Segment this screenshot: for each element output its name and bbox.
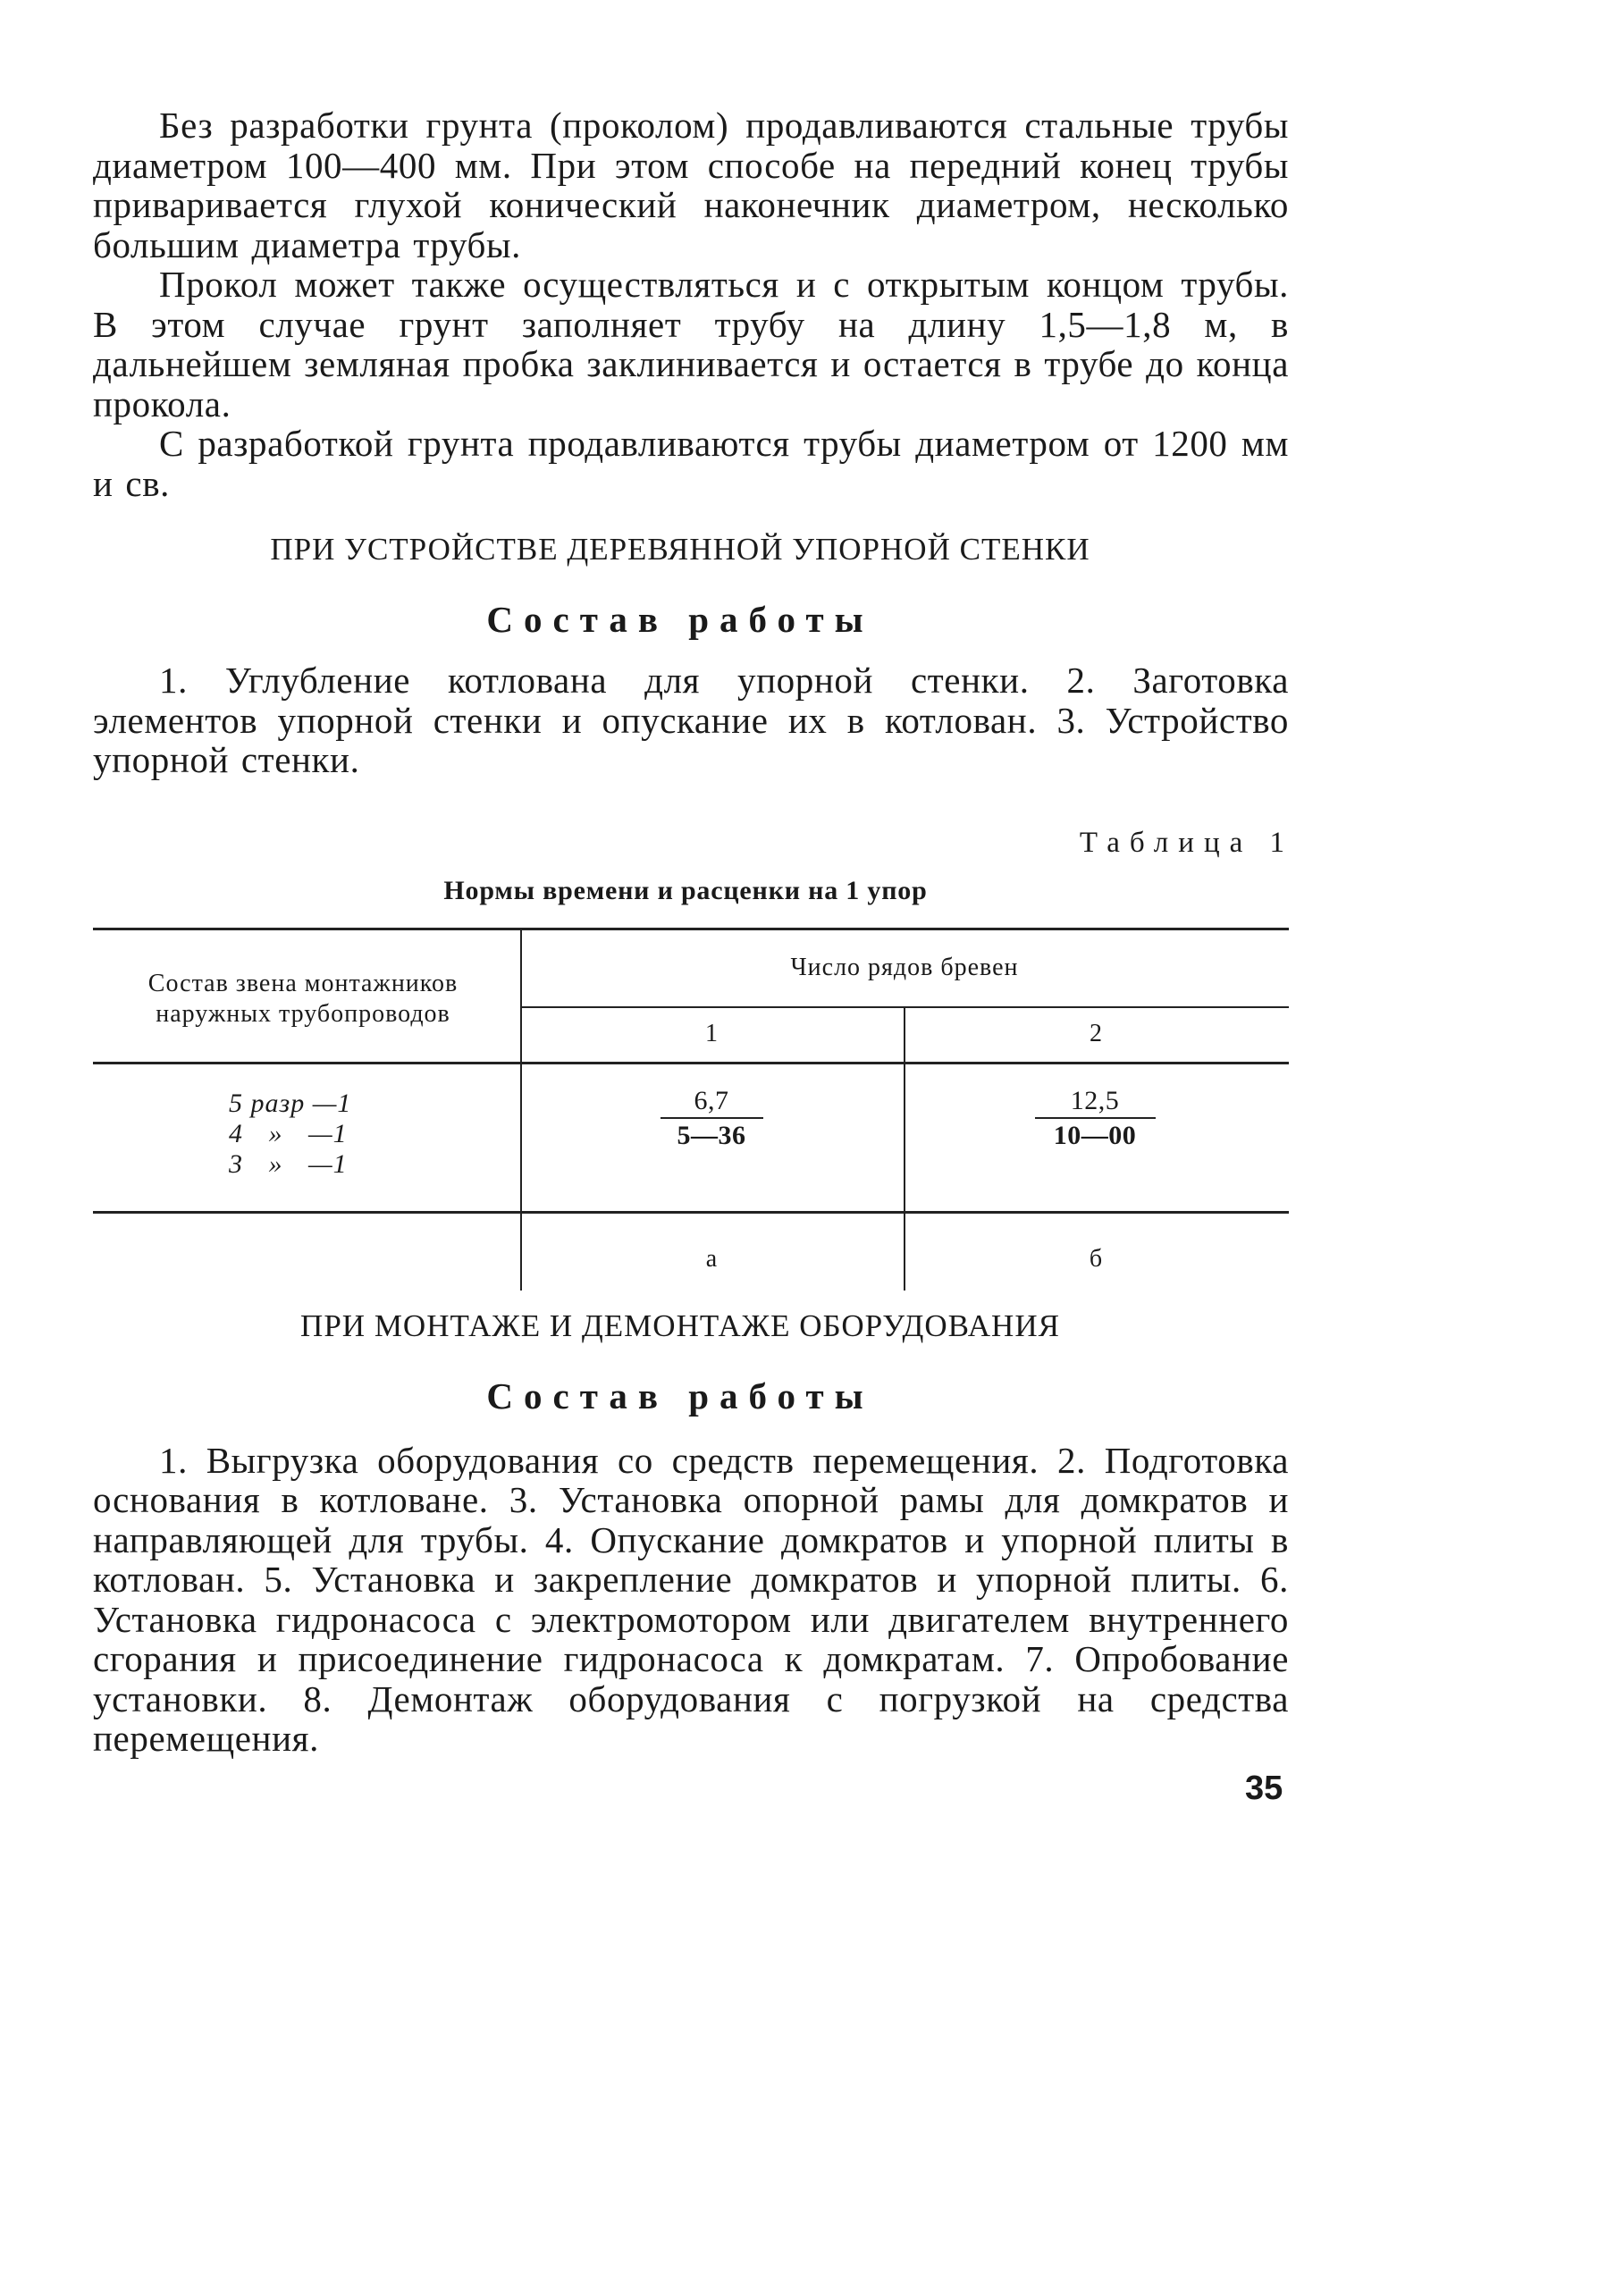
crew-line-1: 5 разр —1 bbox=[229, 1088, 352, 1118]
value-cell-2 bbox=[1023, 1085, 1166, 1153]
time-norm-1: 6,7 bbox=[661, 1085, 763, 1119]
footer-col-b: б bbox=[1089, 1244, 1104, 1273]
work-composition-heading-2: Состав работы bbox=[486, 1375, 874, 1417]
paragraph-puncture-method: Без разработки грунта (проколом) продавливаются стальные трубы диаметром 100—400 мм. При этом способе на передний конец трубы приваривается глухой конический наконечник диаметром, несколько большим диаметра трубы. bbox=[93, 105, 1289, 265]
work-composition-text-2: 1. Выгрузка оборудования со средств перемещения. 2. Подготовка основания в котловане. 3. Установка опорной рамы для домкратов и направляющей для трубы. 4. Опускание домкратов и упорной плиты в котлован. 5. Установка и закрепление домкратов и упорной плиты. 6. Установка гидронасоса с электромотором или двигателем внутреннего сгорания и присоединение гидронасоса к домкратам. 7. Опробование установки. 8. Демонтаж оборудования с погрузкой на средства перемещения. bbox=[93, 1439, 1289, 1759]
table-caption: Нормы времени и расценки на 1 упор bbox=[443, 875, 928, 905]
col-header-crew: Состав звена монтажников наружных трубопроводов bbox=[147, 969, 459, 1028]
time-norm-2: 12,5 bbox=[1035, 1085, 1156, 1119]
work-composition-text-1: 1. Углубление котлована для упорной стенки. 2. Заготовка элементов упорной стенки и опускание их в котлован. 3. Устройство упорной стенки. bbox=[93, 660, 1289, 780]
crew-line-3: 3 » —1 bbox=[229, 1148, 348, 1179]
crew-line-2: 4 » —1 bbox=[229, 1118, 348, 1148]
footer-col-a: а bbox=[705, 1244, 719, 1273]
section-title-equipment: ПРИ МОНТАЖЕ И ДЕМОНТАЖЕ ОБОРУДОВАНИЯ bbox=[300, 1307, 1060, 1343]
page-content bbox=[93, 105, 1294, 1759]
subheader-2: 2 bbox=[1090, 1019, 1103, 1047]
rate-2: 10—00 bbox=[1053, 1120, 1137, 1150]
table-rule-body-bottom bbox=[93, 1211, 1289, 1214]
table-rule-header-bottom bbox=[93, 1062, 1289, 1064]
group-header-log-rows: Число рядов бревен bbox=[790, 953, 1019, 981]
section-title-wooden-wall: ПРИ УСТРОЙСТВЕ ДЕРЕВЯННОЙ УПОРНОЙ СТЕНКИ bbox=[270, 532, 1090, 567]
subheader-1: 1 bbox=[705, 1019, 719, 1047]
table-rule-top bbox=[93, 928, 1289, 930]
page-number: 35 bbox=[1245, 1770, 1283, 1807]
paragraph-soil-excavation: С разработкой грунта продавливаются трубы диаметром от 1200 мм и св. bbox=[93, 423, 1289, 504]
table-label: Таблица 1 bbox=[1079, 826, 1294, 859]
rate-1: 5—36 bbox=[677, 1120, 746, 1150]
work-composition-heading-1: Состав работы bbox=[486, 599, 874, 640]
value-cell-1 bbox=[640, 1085, 783, 1153]
norms-table bbox=[93, 919, 1289, 1291]
paragraph-open-end-puncture: Прокол может также осуществляться и с открытым концом трубы. В этом случае грунт заполняет трубу на длину 1,5—1,8 м, в дальнейшем земляная пробка заклинивается и остается в трубе до конца прокола. bbox=[93, 264, 1289, 425]
